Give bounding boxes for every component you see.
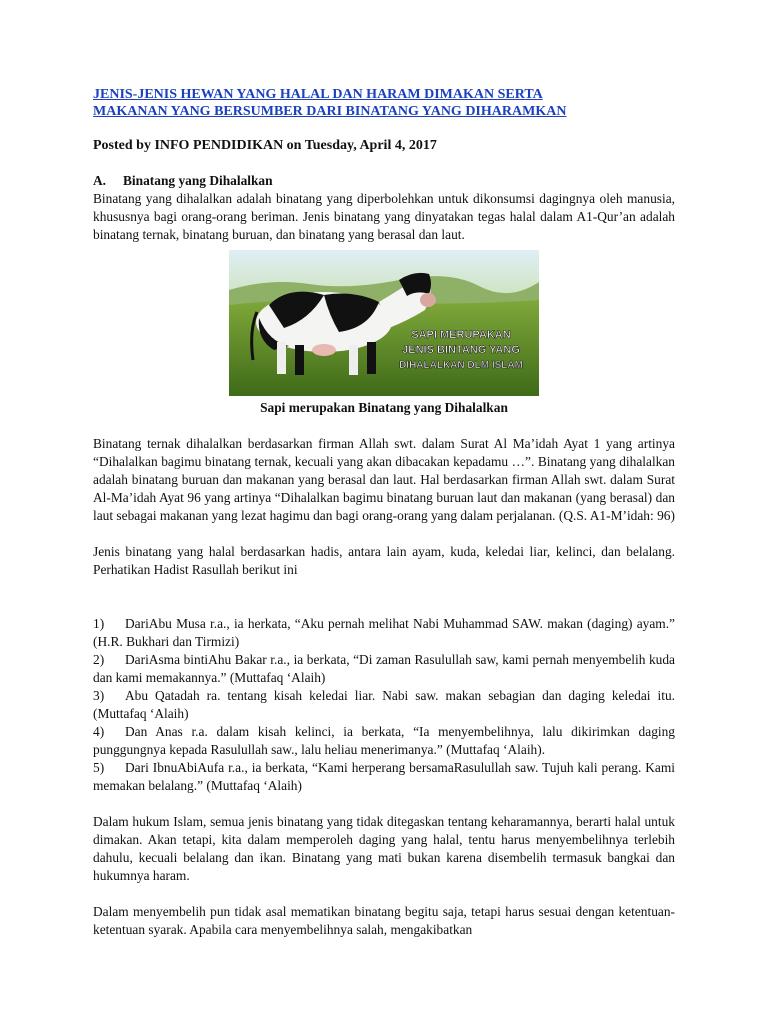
hadis-number: 1)	[93, 616, 105, 631]
paragraph-5: Dalam menyembelih pun tidak asal mematikan binatang begitu saja, tetapi harus sesuai dengan ketentuan-ketentuan syarak. Apabila cara menyembelihnya salah, mengakibatkan	[93, 904, 675, 937]
article-title-link[interactable]	[93, 86, 675, 120]
article-body	[93, 86, 675, 939]
title-line-1[interactable]: JENIS-JENIS HEWAN YANG HALAL DAN HARAM DIMAKAN SERTA	[93, 87, 543, 102]
spacer	[93, 885, 675, 903]
image-text-1: SAPI MERUPAKAN	[411, 329, 511, 341]
posted-by-line: Posted by INFO PENDIDIKAN on Tuesday, April 4, 2017	[93, 138, 437, 153]
image-text-3: DIHALALKAN DLM ISLAM	[399, 360, 523, 371]
spacer	[93, 417, 675, 435]
cow-image	[229, 250, 539, 396]
hadis-text: Dari IbnuAbiAufa r.a., ia berkata, “Kami herperang bersamaRasulullah saw. Tujuh kali perang. Kami memakan belalang.” (Muttafaq ‘Alaih)	[93, 760, 675, 793]
hadis-item	[93, 723, 675, 759]
section-a-heading	[93, 172, 675, 190]
paragraph-1: Binatang yang dihalalkan adalah binatang yang diperbolehkan untuk dikonsumsi dagingnya oleh manusia, khususnya bagi orang-orang beriman. Jenis binatang yang dinyatakan tegas halal dalam A1-Qur’an adalah binatang ternak, binatang buruan, dan binatang yang berasal dan laut.	[93, 191, 675, 242]
section-a-title: Binatang yang Dihalalkan	[123, 173, 273, 188]
spacer	[93, 795, 675, 813]
hadis-number: 3)	[93, 688, 105, 703]
image-caption: Sapi merupakan Binatang yang Dihalalkan	[260, 400, 508, 415]
hadis-number: 4)	[93, 724, 105, 739]
hadis-list	[93, 615, 675, 795]
cow-figure	[93, 250, 675, 417]
hadis-text: DariAsma bintiAhu Bakar r.a., ia berkata, “Di zaman Rasulullah saw, kami pernah menyembelih kuda dan kami memakannya.” (Muttafaq ‘Alaih)	[93, 652, 675, 685]
hadis-item	[93, 615, 675, 651]
title-line-2[interactable]: MAKANAN YANG BERSUMBER DARI BINATANG YANG DIHARAMKAN	[93, 104, 567, 119]
paragraph-4: Dalam hukum Islam, semua jenis binatang yang tidak ditegaskan tentang keharamannya, berarti halal untuk dimakan. Akan tetapi, kita dalam memperoleh daging yang halal, tentu harus menyembelihnya terlebih dahulu, kecuali belalang dan ikan. Binatang yang mati bukan karena disembelih termasuk bangkai dan hukumnya haram.	[93, 814, 675, 883]
hadis-item	[93, 651, 675, 687]
hadis-item	[93, 759, 675, 795]
section-a-number: A.	[93, 173, 107, 188]
paragraph-2: Binatang ternak dihalalkan berdasarkan firman Allah swt. dalam Surat Al Ma’idah Ayat 1 yang artinya “Dihalalkan bagimu binatang ternak, kecuali yang akan dibacakan kepadamu …”. Binatang yang dihalalkan adalah binatang buruan dan makanan yang berasal dan laut. Hal berdasarkan firman Allah swt. dalam Surat Al-Ma’idah Ayat 96 yang artinya “Dihalalkan bagimu binatang buruan laut dan makanan (yang berasal) dan laut sebagai makanan yang lezat hagimu dan bagi orang-orang yang dalam perjalanan. (Q.S. A1-M’idah: 96)	[93, 436, 675, 523]
hadis-number: 5)	[93, 760, 105, 775]
hadis-text: Abu Qatadah ra. tentang kisah keledai liar. Nabi saw. makan sebagian dan daging keledai itu. (Muttafaq ‘Alaih)	[93, 688, 675, 721]
hadis-text: DariAbu Musa r.a., ia herkata, “Aku pernah melihat Nabi Muhammad SAW. makan (daging) ayam.” (H.R. Bukhari dan Tirmizi)	[93, 616, 675, 649]
hadis-text: Dan Anas r.a. dalam kisah kelinci, ia berkata, “Ia menyembelihnya, lalu dikirimkan daging punggungnya kepada Rasulullah saw., lalu heliau menerimanya.” (Muttafaq ‘Alaih).	[93, 724, 675, 757]
image-text-2: JENIS BINTANG YANG	[402, 344, 520, 356]
hadis-item	[93, 687, 675, 723]
spacer	[93, 525, 675, 543]
hadis-number: 2)	[93, 652, 105, 667]
paragraph-3: Jenis binatang yang halal berdasarkan hadis, antara lain ayam, kuda, keledai liar, kelinci, dan belalang. Perhatikan Hadist Rasullah berikut ini	[93, 544, 675, 577]
